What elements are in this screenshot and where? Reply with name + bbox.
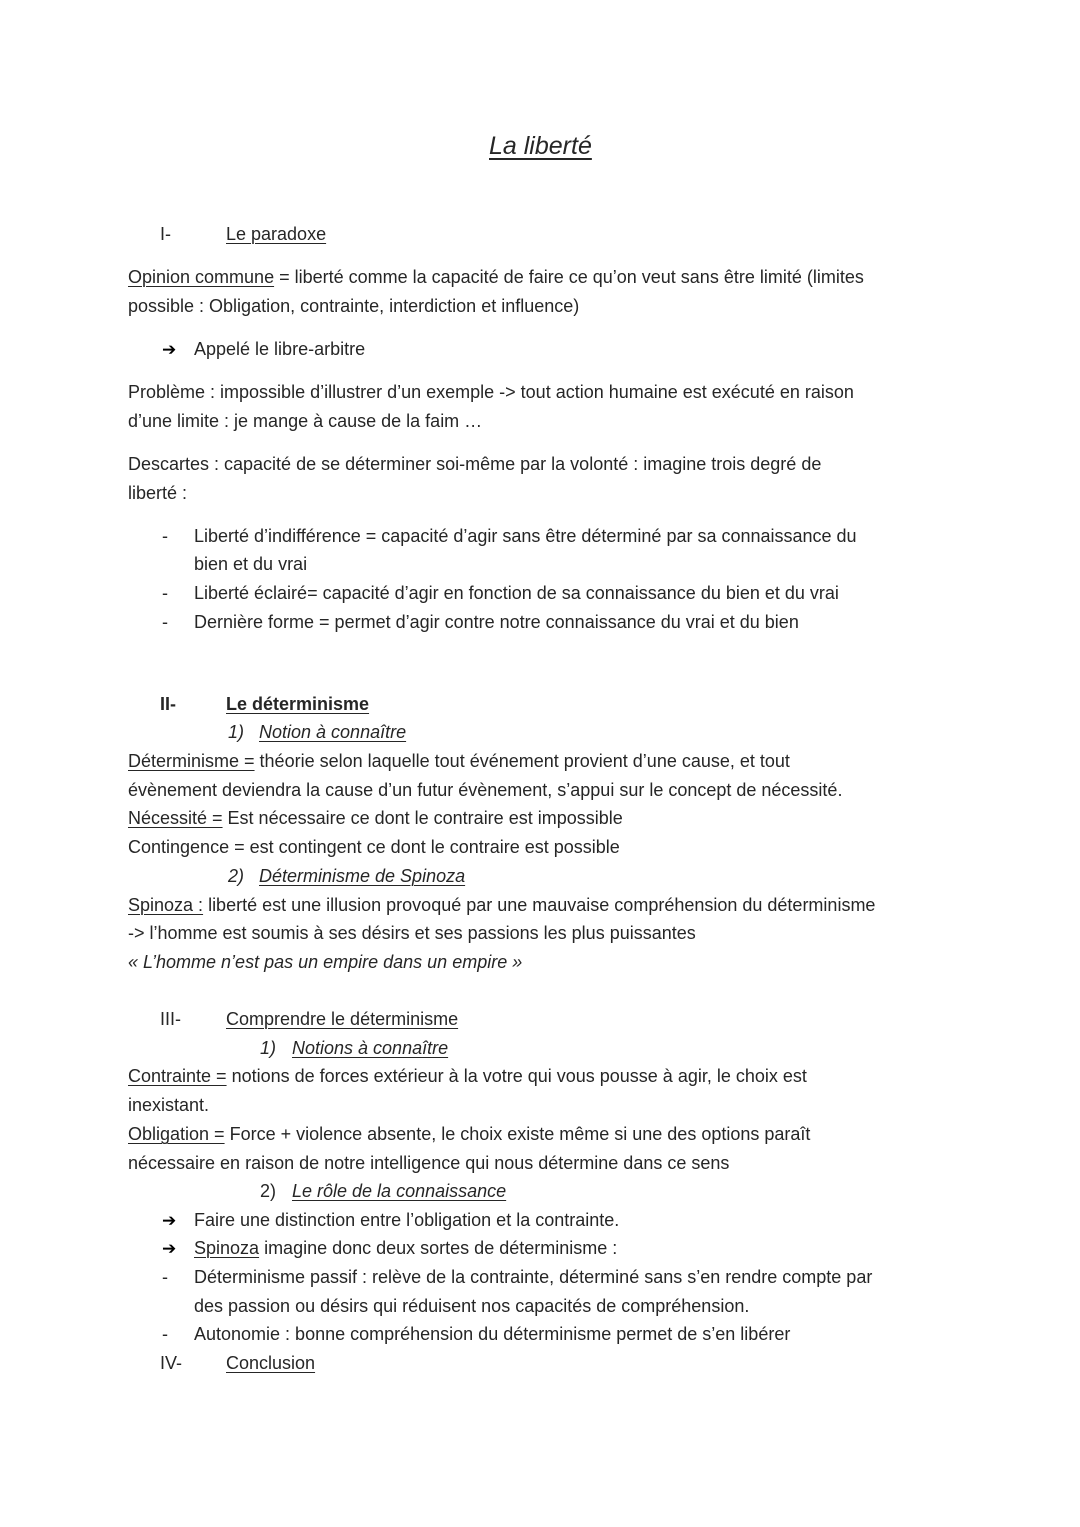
bullet-indifference-line-2: bien et du vrai xyxy=(194,554,308,574)
necessite-term: Nécessité = xyxy=(128,808,223,828)
arrow-icon: ➔ xyxy=(162,340,177,359)
spinoza-determinisme-item xyxy=(194,1239,617,1257)
contingence-line: Contingence = est contingent ce dont le contraire est possible xyxy=(128,837,620,857)
descartes-line-1: Descartes : capacité de se déterminer soi-même par la volonté : imagine trois degré de xyxy=(128,454,822,474)
bullet-dash: - xyxy=(162,1324,168,1344)
spinoza-term: Spinoza : xyxy=(128,895,204,915)
descartes-line-2: liberté : xyxy=(128,483,188,503)
bullet-autonomie: Autonomie : bonne compréhension du déterminisme permet de s’en libérer xyxy=(194,1324,791,1344)
arrow-icon: ➔ xyxy=(162,1239,177,1258)
spinoza-line-1 xyxy=(128,896,875,914)
section-4-heading: Conclusion xyxy=(226,1353,316,1373)
probleme-line-1: Problème : impossible d’illustrer d’un exemple -> tout action humaine est exécuté en raison xyxy=(128,382,854,402)
contrainte-line-1 xyxy=(128,1067,807,1085)
obligation-term: Obligation = xyxy=(128,1124,225,1144)
section-3-heading: Comprendre le déterminisme xyxy=(226,1009,459,1029)
determinisme-text: théorie selon laquelle tout événement provient d’une cause, et tout xyxy=(254,751,790,771)
bullet-passif-line-1: Déterminisme passif : relève de la contrainte, déterminé sans s’en rendre compte par xyxy=(194,1267,873,1287)
subsection-2-2-number: 2) xyxy=(228,866,245,886)
determinisme-term: Déterminisme = xyxy=(128,751,255,771)
contrainte-term: Contrainte = xyxy=(128,1066,227,1086)
determinisme-line-2: évènement deviendra la cause d’un futur évènement, s’appui sur le concept de nécessité. xyxy=(128,780,843,800)
necessite-text: Est nécessaire ce dont le contraire est impossible xyxy=(222,808,623,828)
libre-arbitre-item: Appelé le libre-arbitre xyxy=(194,339,366,359)
section-2-heading: Le déterminisme xyxy=(226,694,370,714)
section-1-heading: Le paradoxe xyxy=(226,224,327,244)
contrainte-line-2: inexistant. xyxy=(128,1095,210,1115)
section-2-number: II- xyxy=(160,694,176,714)
section-4-number: IV- xyxy=(160,1353,183,1373)
obligation-line-1 xyxy=(128,1125,810,1143)
subsection-3-1-label: Notions à connaître xyxy=(292,1038,449,1058)
section-1-number: I- xyxy=(160,224,171,244)
page-title: La liberté xyxy=(489,132,592,160)
spinoza-determinisme-text: imagine donc deux sortes de déterminisme : xyxy=(259,1238,618,1258)
opinion-commune-line-1 xyxy=(128,268,864,286)
necessite-line xyxy=(128,809,623,827)
subsection-3-1-number: 1) xyxy=(260,1038,277,1058)
subsection-2-1-number: 1) xyxy=(228,722,245,742)
section-3-number: III- xyxy=(160,1009,181,1029)
subsection-2-1-label: Notion à connaître xyxy=(259,722,407,742)
obligation-line-2: nécessaire en raison de notre intelligence qui nous détermine dans ce sens xyxy=(128,1153,730,1173)
obligation-text: Force + violence absente, le choix existe même si une des options paraît xyxy=(224,1124,811,1144)
spinoza-quote: « L’homme n’est pas un empire dans un empire » xyxy=(128,952,523,972)
distinction-item: Faire une distinction entre l’obligation et la contrainte. xyxy=(194,1210,620,1230)
bullet-dash: - xyxy=(162,1267,168,1287)
contrainte-text: notions de forces extérieur à la votre qui vous pousse à agir, le choix est xyxy=(226,1066,807,1086)
bullet-dash: - xyxy=(162,526,168,546)
bullet-derniere-forme: Dernière forme = permet d’agir contre notre connaissance du vrai et du bien xyxy=(194,612,799,632)
subsection-2-2-label: Déterminisme de Spinoza xyxy=(259,866,466,886)
arrow-icon: ➔ xyxy=(162,1211,177,1230)
determinisme-line-1 xyxy=(128,752,790,770)
opinion-commune-term: Opinion commune xyxy=(128,267,275,287)
subsection-3-2-number: 2) xyxy=(260,1181,277,1201)
probleme-line-2: d’une limite : je mange à cause de la faim … xyxy=(128,411,483,431)
subsection-3-2-label: Le rôle de la connaissance xyxy=(292,1181,507,1201)
spinoza-term: Spinoza xyxy=(194,1238,260,1258)
bullet-dash: - xyxy=(162,612,168,632)
opinion-commune-text: = liberté comme la capacité de faire ce qu’on veut sans être limité (limites xyxy=(274,267,864,287)
bullet-indifference-line-1: Liberté d’indifférence = capacité d’agir sans être déterminé par sa connaissance du xyxy=(194,526,857,546)
bullet-dash: - xyxy=(162,583,168,603)
spinoza-text: liberté est une illusion provoqué par une mauvaise compréhension du déterminisme xyxy=(203,895,876,915)
bullet-eclaire: Liberté éclairé= capacité d’agir en fonction de sa connaissance du bien et du vrai xyxy=(194,583,839,603)
opinion-commune-line-2: possible : Obligation, contrainte, interdiction et influence) xyxy=(128,296,580,316)
bullet-passif-line-2: des passion ou désirs qui réduisent nos capacités de compréhension. xyxy=(194,1296,750,1316)
spinoza-line-2: -> l’homme est soumis à ses désirs et ses passions les plus puissantes xyxy=(128,923,696,943)
